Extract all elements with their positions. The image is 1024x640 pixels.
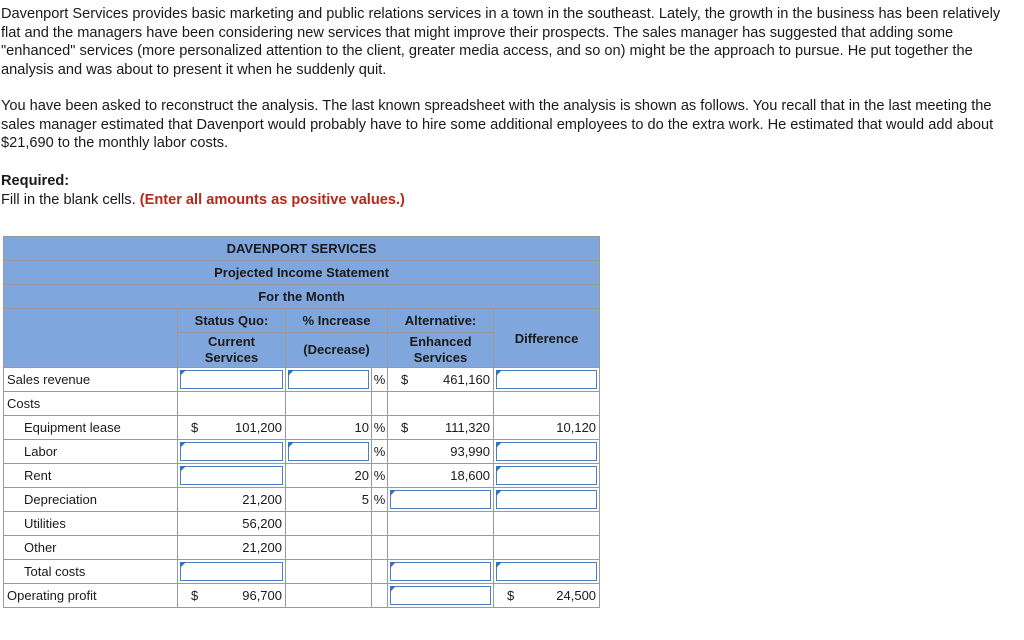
equipment-current-value: $ 101,200: [178, 416, 286, 440]
header-alternative: Alternative:: [388, 309, 494, 333]
equipment-diff-value: 10,120: [494, 416, 600, 440]
header-current-services: Current Services: [178, 333, 286, 368]
rent-diff-input[interactable]: [494, 464, 600, 488]
percent-sign: %: [372, 368, 388, 392]
table-row: [4, 560, 600, 584]
row-label-depreciation: Depreciation: [4, 488, 178, 512]
header-enhanced-services: Enhanced Services: [388, 333, 494, 368]
labor-enhanced-value: 93,990: [388, 440, 494, 464]
income-statement-table: [3, 236, 600, 608]
required-heading: Required:: [1, 173, 70, 189]
table-row: [4, 536, 600, 560]
profit-current-value: $ 96,700: [178, 584, 286, 608]
dollar-sign: $: [191, 588, 199, 603]
labor-pct-input[interactable]: [286, 440, 372, 464]
row-label-operating-profit: Operating profit: [4, 584, 178, 608]
dollar-sign: $: [401, 372, 409, 387]
dollar-sign: $: [507, 588, 515, 603]
profit-enhanced-input[interactable]: [388, 584, 494, 608]
depreciation-current-value: 21,200: [178, 488, 286, 512]
table-title-period: For the Month: [4, 285, 600, 309]
total-current-input[interactable]: [178, 560, 286, 584]
row-label-rent: Rent: [4, 464, 178, 488]
header-blank: [4, 309, 178, 368]
table-row: [4, 584, 600, 608]
dollar-sign: $: [401, 420, 409, 435]
intro-paragraph-1: Davenport Services provides basic marketing and public relations services in a town in the southeast. Lately, the growth in the business has been relatively flat and the managers have been considering new services that might improve their prospects. The sales manager has suggested that adding some "enhanced" services (more personalized attention to the client, greater media access, and so on) might be the approach to pursue. He put together the analysis and was about to present it when he suddenly quit.: [1, 6, 1001, 78]
depreciation-enhanced-input[interactable]: [388, 488, 494, 512]
utilities-current-value: 56,200: [178, 512, 286, 536]
rent-enhanced-value: 18,600: [388, 464, 494, 488]
table-row: [4, 512, 600, 536]
table-row: [4, 392, 600, 416]
total-enhanced-input[interactable]: [388, 560, 494, 584]
required-text: Fill in the blank cells.: [1, 192, 136, 208]
depreciation-diff-input[interactable]: [494, 488, 600, 512]
row-label-costs: Costs: [4, 392, 178, 416]
required-hint: (Enter all amounts as positive values.): [139, 192, 405, 208]
row-label-labor: Labor: [4, 440, 178, 464]
table-row: [4, 416, 600, 440]
row-label-utilities: Utilities: [4, 512, 178, 536]
table-row: [4, 368, 600, 392]
dollar-sign: $: [191, 420, 199, 435]
intro-paragraph-2: You have been asked to reconstruct the analysis. The last known spreadsheet with the analysis is shown as follows. You recall that in the last meeting the sales manager estimated that Davenport would probably have to hire some additional employees to do the extra work. He estimated that would add about $21,690 to the monthly labor costs.: [1, 98, 994, 151]
sales-current-input[interactable]: [178, 368, 286, 392]
sales-diff-input[interactable]: [494, 368, 600, 392]
row-label-other: Other: [4, 536, 178, 560]
table-row: [4, 488, 600, 512]
table-title-statement: Projected Income Statement: [4, 261, 600, 285]
header-difference: Difference: [494, 309, 600, 368]
percent-sign: %: [372, 464, 388, 488]
header-decrease: (Decrease): [286, 333, 388, 368]
labor-diff-input[interactable]: [494, 440, 600, 464]
table-title-company: DAVENPORT SERVICES: [4, 237, 600, 261]
profit-diff-value: $ 24,500: [494, 584, 600, 608]
sales-enhanced-value: $ 461,160: [388, 368, 494, 392]
depreciation-pct-value: 5: [286, 488, 372, 512]
total-diff-input[interactable]: [494, 560, 600, 584]
rent-current-input[interactable]: [178, 464, 286, 488]
table-row: [4, 440, 600, 464]
other-current-value: 21,200: [178, 536, 286, 560]
row-label-total-costs: Total costs: [4, 560, 178, 584]
row-label-sales: Sales revenue: [4, 368, 178, 392]
header-status-quo: Status Quo:: [178, 309, 286, 333]
percent-sign: %: [372, 416, 388, 440]
header-pct-increase: % Increase: [286, 309, 388, 333]
percent-sign: %: [372, 488, 388, 512]
table-row: [4, 464, 600, 488]
required-instructions: [1, 192, 405, 208]
percent-sign: %: [372, 440, 388, 464]
row-label-equipment: Equipment lease: [4, 416, 178, 440]
sales-pct-input[interactable]: [286, 368, 372, 392]
equipment-enhanced-value: $ 111,320: [388, 416, 494, 440]
rent-pct-value: 20: [286, 464, 372, 488]
equipment-pct-value: 10: [286, 416, 372, 440]
labor-current-input[interactable]: [178, 440, 286, 464]
